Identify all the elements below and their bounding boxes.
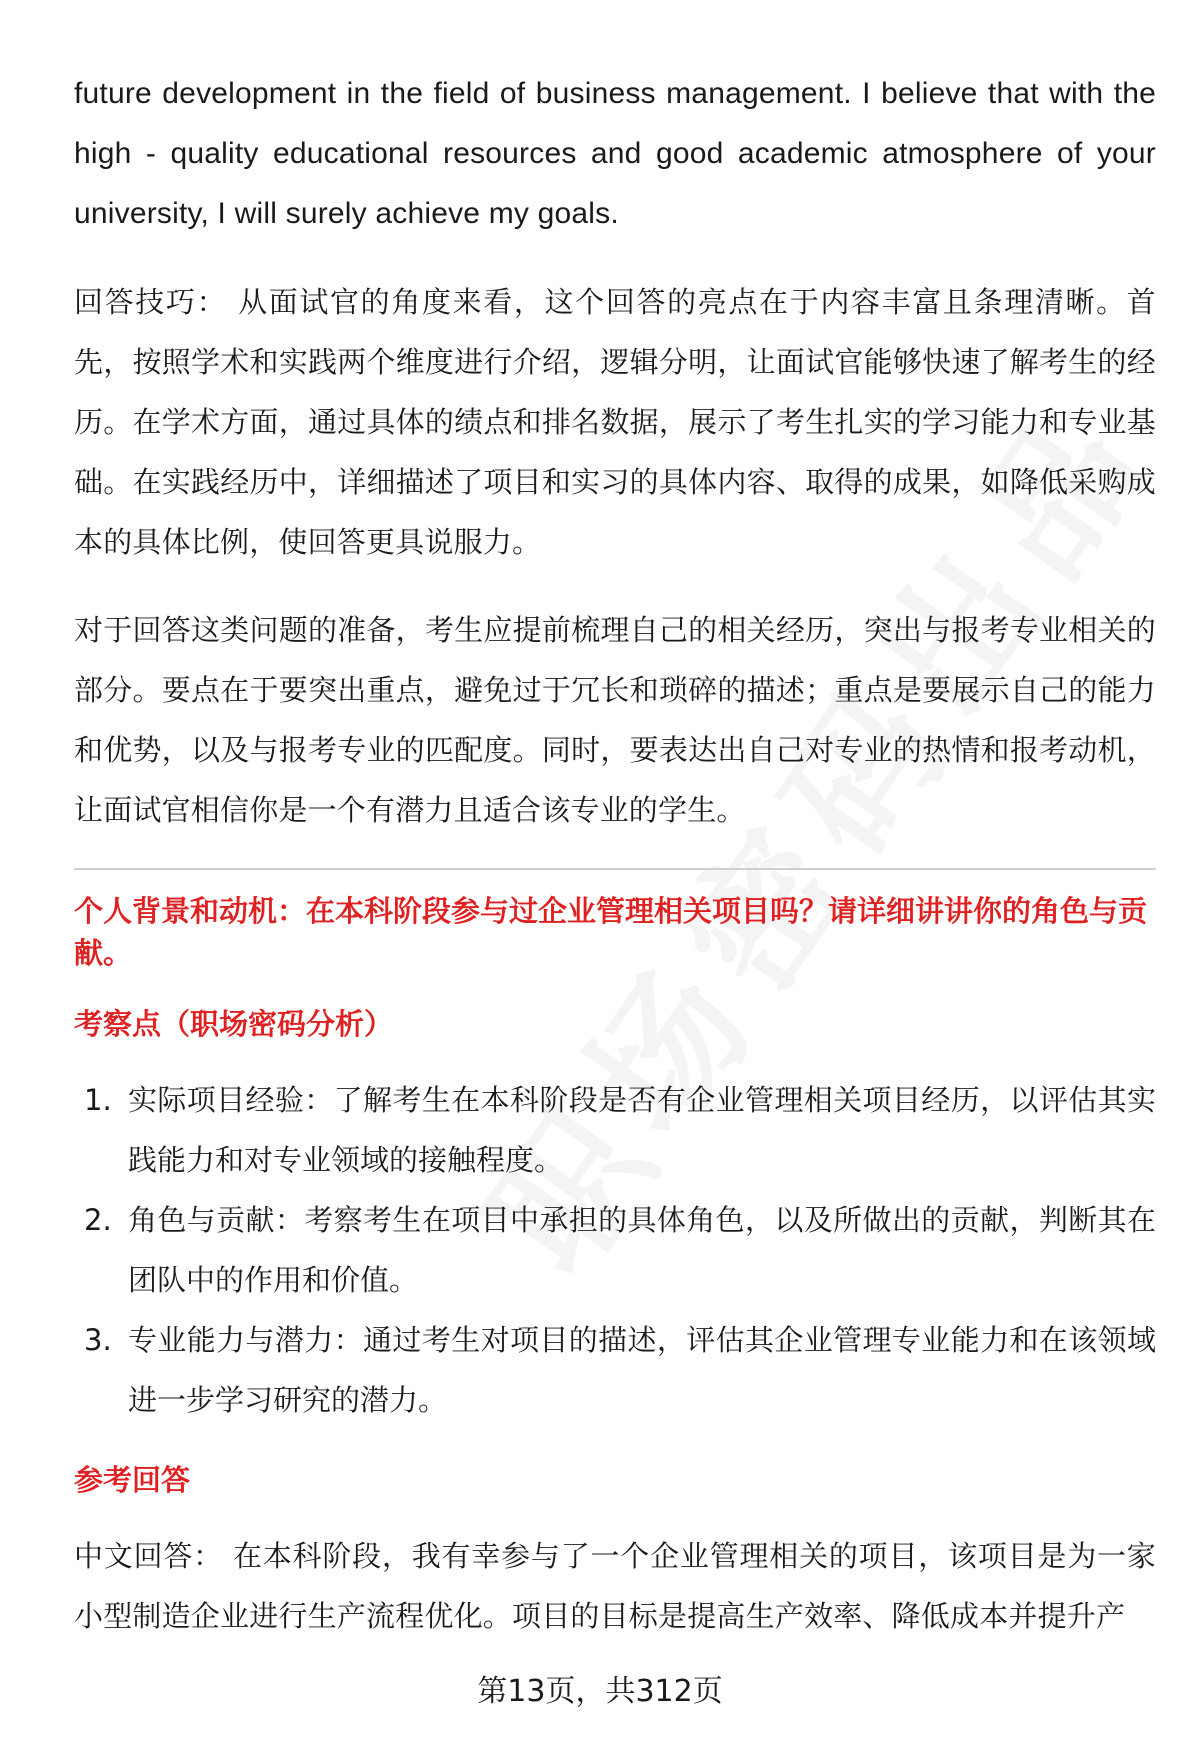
section-divider (74, 868, 1156, 870)
assessment-points-list (74, 1070, 1156, 1430)
section-title-reference-answer: 参考回答 (74, 1463, 191, 1497)
list-item (74, 1190, 1156, 1310)
list-item (74, 1070, 1156, 1190)
list-number: 1. (84, 1083, 112, 1117)
page-footer: 第13页，共312页 (477, 1674, 723, 1709)
list-item (74, 1310, 1156, 1430)
question-heading: 个人背景和动机：在本科阶段参与过企业管理相关项目吗？请详细讲讲你的角色与贡献。 (74, 894, 1148, 970)
paragraph-answer-tips: 回答技巧： 从面试官的角度来看，这个回答的亮点在于内容丰富且条理清晰。首先，按照学术和实践两个维度进行介绍，逻辑分明，让面试官能够快速了解考生的经历。在学术方面，通过具体的绩点和排名数据，展示了考生扎实的学习能力和专业基础。在实践经历中，详细描述了项目和实习的具体内容、取得的成果，如降低采购成本的具体比例，使回答更具说服力。 (74, 285, 1156, 559)
paragraph-preparation-advice: 对于回答这类问题的准备，考生应提前梳理自己的相关经历，突出与报考专业相关的部分。要点在于要突出重点，避免过于冗长和琐碎的描述；重点是要展示自己的能力和优势，以及与报考专业的匹配度。同时，要表达出自己对专业的热情和报考动机，让面试官相信你是一个有潜力且适合该专业的学生。 (74, 613, 1156, 827)
paragraph-intro-continuation: future development in the field of business management. I believe that with the high - quality educational resources and good academic atmosphere of your university, I will surely achieve my goals. (74, 77, 1156, 230)
list-number: 3. (84, 1323, 112, 1357)
list-item-text: 角色与贡献：考察考生在项目中承担的具体角色，以及所做出的贡献，判断其在团队中的作用和价值。 (128, 1203, 1156, 1297)
paragraph-reference-answer: 中文回答： 在本科阶段，我有幸参与了一个企业管理相关的项目，该项目是为一家小型制造企业进行生产流程优化。项目的目标是提高生产效率、降低成本并提升产 (74, 1539, 1156, 1633)
list-item-text: 专业能力与潜力：通过考生对项目的描述，评估其企业管理专业能力和在该领域进一步学习研究的潜力。 (128, 1323, 1156, 1417)
document-page (74, 64, 1156, 1674)
list-item-text: 实际项目经验：了解考生在本科阶段是否有企业管理相关项目经历，以评估其实践能力和对专业领域的接触程度。 (128, 1083, 1156, 1177)
section-title-assessment-points: 考察点（职场密码分析） (74, 1007, 394, 1041)
list-number: 2. (84, 1203, 112, 1237)
